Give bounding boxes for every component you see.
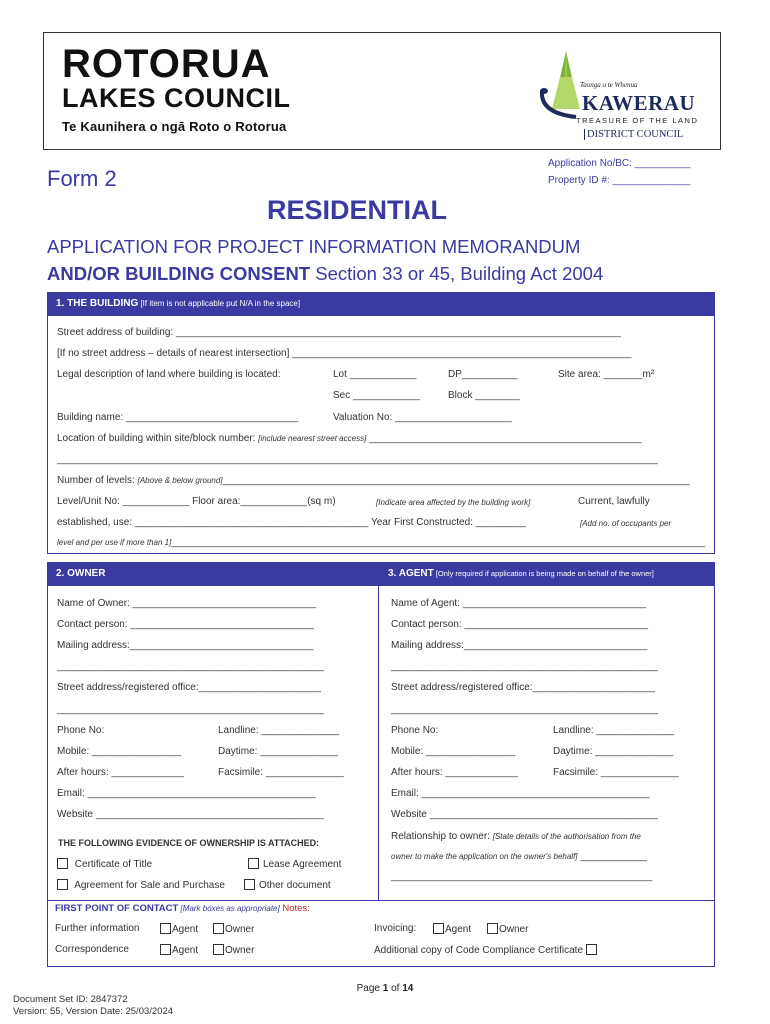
- agent-heading-note: [Only required if application is being made on behalf of the owner]: [433, 569, 654, 578]
- rotorua-logo-line1: ROTORUA: [62, 42, 271, 86]
- agent-contact-field[interactable]: Contact person: _________________________________: [391, 619, 648, 630]
- invoicing-agent-option[interactable]: [433, 923, 471, 935]
- further-info-owner-checkbox[interactable]: [213, 923, 224, 934]
- owner-email-field[interactable]: Email: _________________________________________: [57, 788, 316, 799]
- sec-field[interactable]: Sec ____________: [333, 390, 420, 401]
- correspondence-agent-label: Agent: [172, 945, 199, 956]
- certificate-of-title-option[interactable]: [57, 858, 152, 870]
- title-bold-part: AND/OR BUILDING CONSENT: [47, 263, 311, 284]
- kawerau-tagline: TREASURE OF THE LAND: [576, 116, 699, 125]
- location-field[interactable]: [57, 433, 642, 444]
- occupants-note: [Add no. of occupants per: [580, 519, 672, 528]
- building-heading-note: [If item is not applicable put N/A in the space]: [138, 299, 301, 308]
- relationship-note-line2[interactable]: [391, 851, 647, 862]
- current-use-label: Current, lawfully: [578, 496, 650, 507]
- legal-description-label: Legal description of land where building is located:: [57, 369, 281, 380]
- page-current: 1: [382, 983, 389, 994]
- floor-area-note: [Indicate area affected by the building work]: [376, 498, 531, 507]
- relationship-note: [State details of the authorisation from the: [492, 832, 641, 841]
- certificate-of-title-checkbox[interactable]: [57, 858, 68, 869]
- building-name-field[interactable]: Building name: _______________________________: [57, 412, 299, 423]
- owner-contact-field[interactable]: Contact person: _________________________________: [57, 619, 314, 630]
- correspondence-owner-checkbox[interactable]: [213, 944, 224, 955]
- page-number: [0, 983, 770, 994]
- notes-label: Notes:: [282, 903, 310, 914]
- agent-email-field[interactable]: Email: _________________________________________: [391, 788, 650, 799]
- document-version: Version: 55, Version Date: 25/03/2024: [13, 1006, 174, 1017]
- agent-section-header: [379, 562, 715, 586]
- further-info-label: Further information: [55, 923, 140, 934]
- agent-mobile-field[interactable]: Mobile: ________________: [391, 746, 515, 757]
- level-per-use-field[interactable]: [57, 537, 705, 548]
- levels-label: Number of levels:: [57, 475, 135, 486]
- owner-landline-field[interactable]: Landline: ______________: [218, 725, 340, 736]
- kawerau-logo: [536, 45, 711, 145]
- established-use-field[interactable]: established, use: __________________________________________ Year First Constructed: _________: [57, 517, 526, 528]
- kawerau-district-council: DISTRICT COUNCIL: [584, 129, 683, 140]
- application-meta: [548, 155, 690, 189]
- contact-heading: [55, 903, 310, 914]
- page-total: 14: [402, 983, 414, 994]
- contact-heading-text: FIRST POINT OF CONTACT: [55, 903, 179, 914]
- levels-note: [Above & below ground]: [137, 476, 223, 485]
- further-info-agent-checkbox[interactable]: [160, 923, 171, 934]
- owner-street-line2[interactable]: ________________________________________________: [57, 704, 324, 715]
- further-info-owner-label: Owner: [225, 924, 255, 935]
- header-box: [43, 32, 721, 150]
- level-per-use-line: ________________________________________________________________________________________________: [171, 537, 706, 548]
- invoicing-agent-checkbox[interactable]: [433, 923, 444, 934]
- page-title: RESIDENTIAL: [266, 195, 447, 225]
- page-of: of: [388, 983, 403, 994]
- page-prefix: Page: [356, 983, 383, 994]
- street-address-field[interactable]: Street address of building: ________________________________________________________________________________: [57, 327, 621, 338]
- relationship-blank-line[interactable]: _______________________________________________: [391, 871, 653, 882]
- relationship-to-owner: [391, 831, 641, 842]
- agent-heading: 3. AGENT: [388, 568, 434, 579]
- owner-name-field[interactable]: Name of Owner: _________________________________: [57, 598, 317, 609]
- lease-agreement-option[interactable]: [248, 858, 341, 870]
- owner-section-header: 2. OWNER: [47, 562, 379, 586]
- other-document-checkbox[interactable]: [244, 879, 255, 890]
- correspondence-label: Correspondence: [55, 944, 129, 955]
- owner-daytime-field[interactable]: Daytime: ______________: [218, 746, 339, 757]
- agent-name-field[interactable]: Name of Agent: _________________________________: [391, 598, 647, 609]
- agent-street-field[interactable]: Street address/registered office:______________________: [391, 682, 655, 693]
- further-info-owner-option[interactable]: [213, 923, 254, 935]
- agent-mailing-field[interactable]: Mailing address:_________________________________: [391, 640, 648, 651]
- lot-field[interactable]: Lot ____________: [333, 369, 417, 380]
- application-no-field[interactable]: Application No/BC: __________: [548, 158, 691, 169]
- invoicing-owner-label: Owner: [499, 924, 529, 935]
- agent-website-field[interactable]: Website _________________________________________: [391, 809, 658, 820]
- property-id-field[interactable]: Property ID #: ______________: [548, 175, 691, 186]
- application-title-line1: APPLICATION FOR PROJECT INFORMATION MEMORANDUM: [47, 236, 581, 257]
- further-info-agent-option[interactable]: [160, 923, 198, 935]
- relationship-label: Relationship to owner:: [391, 831, 490, 842]
- sale-purchase-option[interactable]: [57, 879, 225, 891]
- agent-landline-field[interactable]: Landline: ______________: [553, 725, 675, 736]
- agent-after-hours-field[interactable]: After hours: _____________: [391, 767, 518, 778]
- title-act-part: Section 33 or 45, Building Act 2004: [310, 263, 604, 284]
- dp-field[interactable]: DP__________: [448, 369, 518, 380]
- kawerau-name: KAWERAU: [582, 91, 696, 115]
- location-label: Location of building within site/block number:: [57, 433, 256, 444]
- further-info-agent-label: Agent: [172, 924, 199, 935]
- rotorua-logo-tagline: Te Kaunihera o ngā Roto o Rotorua: [62, 119, 287, 134]
- lease-agreement-checkbox[interactable]: [248, 858, 259, 869]
- owner-phone-label: Phone No:: [57, 725, 105, 736]
- relationship-note-cont: owner to make the application on the owner's behalf]: [391, 852, 578, 861]
- document-set-id: Document Set ID: 2847372: [13, 994, 128, 1005]
- document-info: [13, 994, 173, 1018]
- level-unit-floor-area-field[interactable]: Level/Unit No: ____________ Floor area:____________(sq m): [57, 496, 336, 507]
- invoicing-owner-option[interactable]: [487, 923, 528, 935]
- location-note: [include nearest street access]: [258, 434, 367, 443]
- correspondence-owner-label: Owner: [225, 945, 255, 956]
- sale-purchase-checkbox[interactable]: [57, 879, 68, 890]
- kawerau-small-text: Taonga o te Whenua: [580, 81, 638, 89]
- rotorua-logo: [62, 42, 291, 137]
- invoicing-owner-checkbox[interactable]: [487, 923, 498, 934]
- rotorua-logo-line2: LAKES COUNCIL: [62, 83, 291, 113]
- relationship-line: ____________: [580, 851, 648, 862]
- owner-mailing-line2[interactable]: ________________________________________________: [57, 661, 324, 672]
- building-heading: 1. THE BUILDING: [56, 298, 139, 309]
- correspondence-agent-checkbox[interactable]: [160, 944, 171, 955]
- agent-mailing-line2[interactable]: ________________________________________________: [391, 661, 658, 672]
- correspondence-agent-option[interactable]: [160, 944, 198, 956]
- correspondence-owner-option[interactable]: [213, 944, 254, 956]
- levels-field[interactable]: [57, 475, 690, 486]
- agent-phone-label: Phone No:: [391, 725, 439, 736]
- owner-after-hours-field[interactable]: After hours: _____________: [57, 767, 184, 778]
- application-title-line2: [47, 260, 603, 287]
- form-label: Form 2: [47, 166, 117, 191]
- invoicing-label: Invoicing:: [374, 923, 417, 934]
- levels-line: ____________________________________________________________________________________: [222, 475, 690, 486]
- ccc-copy-label: Additional copy of Code Compliance Certificate: [374, 945, 583, 956]
- level-per-use-note: level and per use if more than 1]: [57, 538, 172, 547]
- sale-purchase-label: Agreement for Sale and Purchase: [74, 880, 225, 891]
- nearest-intersection-field[interactable]: [If no street address – details of nearest intersection] _____________________________________________________________: [57, 348, 632, 359]
- owner-mobile-field[interactable]: Mobile: ________________: [57, 746, 181, 757]
- block-field[interactable]: Block ________: [448, 390, 520, 401]
- application-title: [47, 233, 603, 287]
- ccc-copy-checkbox[interactable]: [586, 944, 597, 955]
- invoicing-agent-label: Agent: [445, 924, 472, 935]
- building-section-header: [47, 292, 715, 316]
- agent-street-line2[interactable]: ________________________________________________: [391, 704, 658, 715]
- owner-mailing-field[interactable]: Mailing address:_________________________________: [57, 640, 314, 651]
- contact-heading-note: [Mark boxes as appropriate]: [178, 904, 280, 913]
- lease-agreement-label: Lease Agreement: [263, 859, 342, 870]
- other-document-label: Other document: [259, 880, 331, 891]
- agent-daytime-field[interactable]: Daytime: ______________: [553, 746, 674, 757]
- location-blank-line[interactable]: ____________________________________________________________________________________________________________: [57, 454, 658, 465]
- valuation-no-field[interactable]: Valuation No: _____________________: [333, 412, 512, 423]
- agent-facsimile-field[interactable]: Facsimile: ______________: [553, 767, 679, 778]
- other-document-option[interactable]: [244, 879, 331, 891]
- site-area-field[interactable]: Site area: _______m²: [558, 369, 655, 380]
- certificate-of-title-label: Certificate of Title: [74, 859, 153, 870]
- owner-facsimile-field[interactable]: Facsimile: ______________: [218, 767, 344, 778]
- owner-street-field[interactable]: Street address/registered office:______________________: [57, 682, 321, 693]
- owner-website-field[interactable]: Website _________________________________________: [57, 809, 324, 820]
- location-line: _________________________________________________: [369, 433, 642, 444]
- ccc-copy-option[interactable]: [374, 944, 601, 956]
- ownership-evidence-heading: THE FOLLOWING EVIDENCE OF OWNERSHIP IS ATTACHED:: [58, 838, 320, 848]
